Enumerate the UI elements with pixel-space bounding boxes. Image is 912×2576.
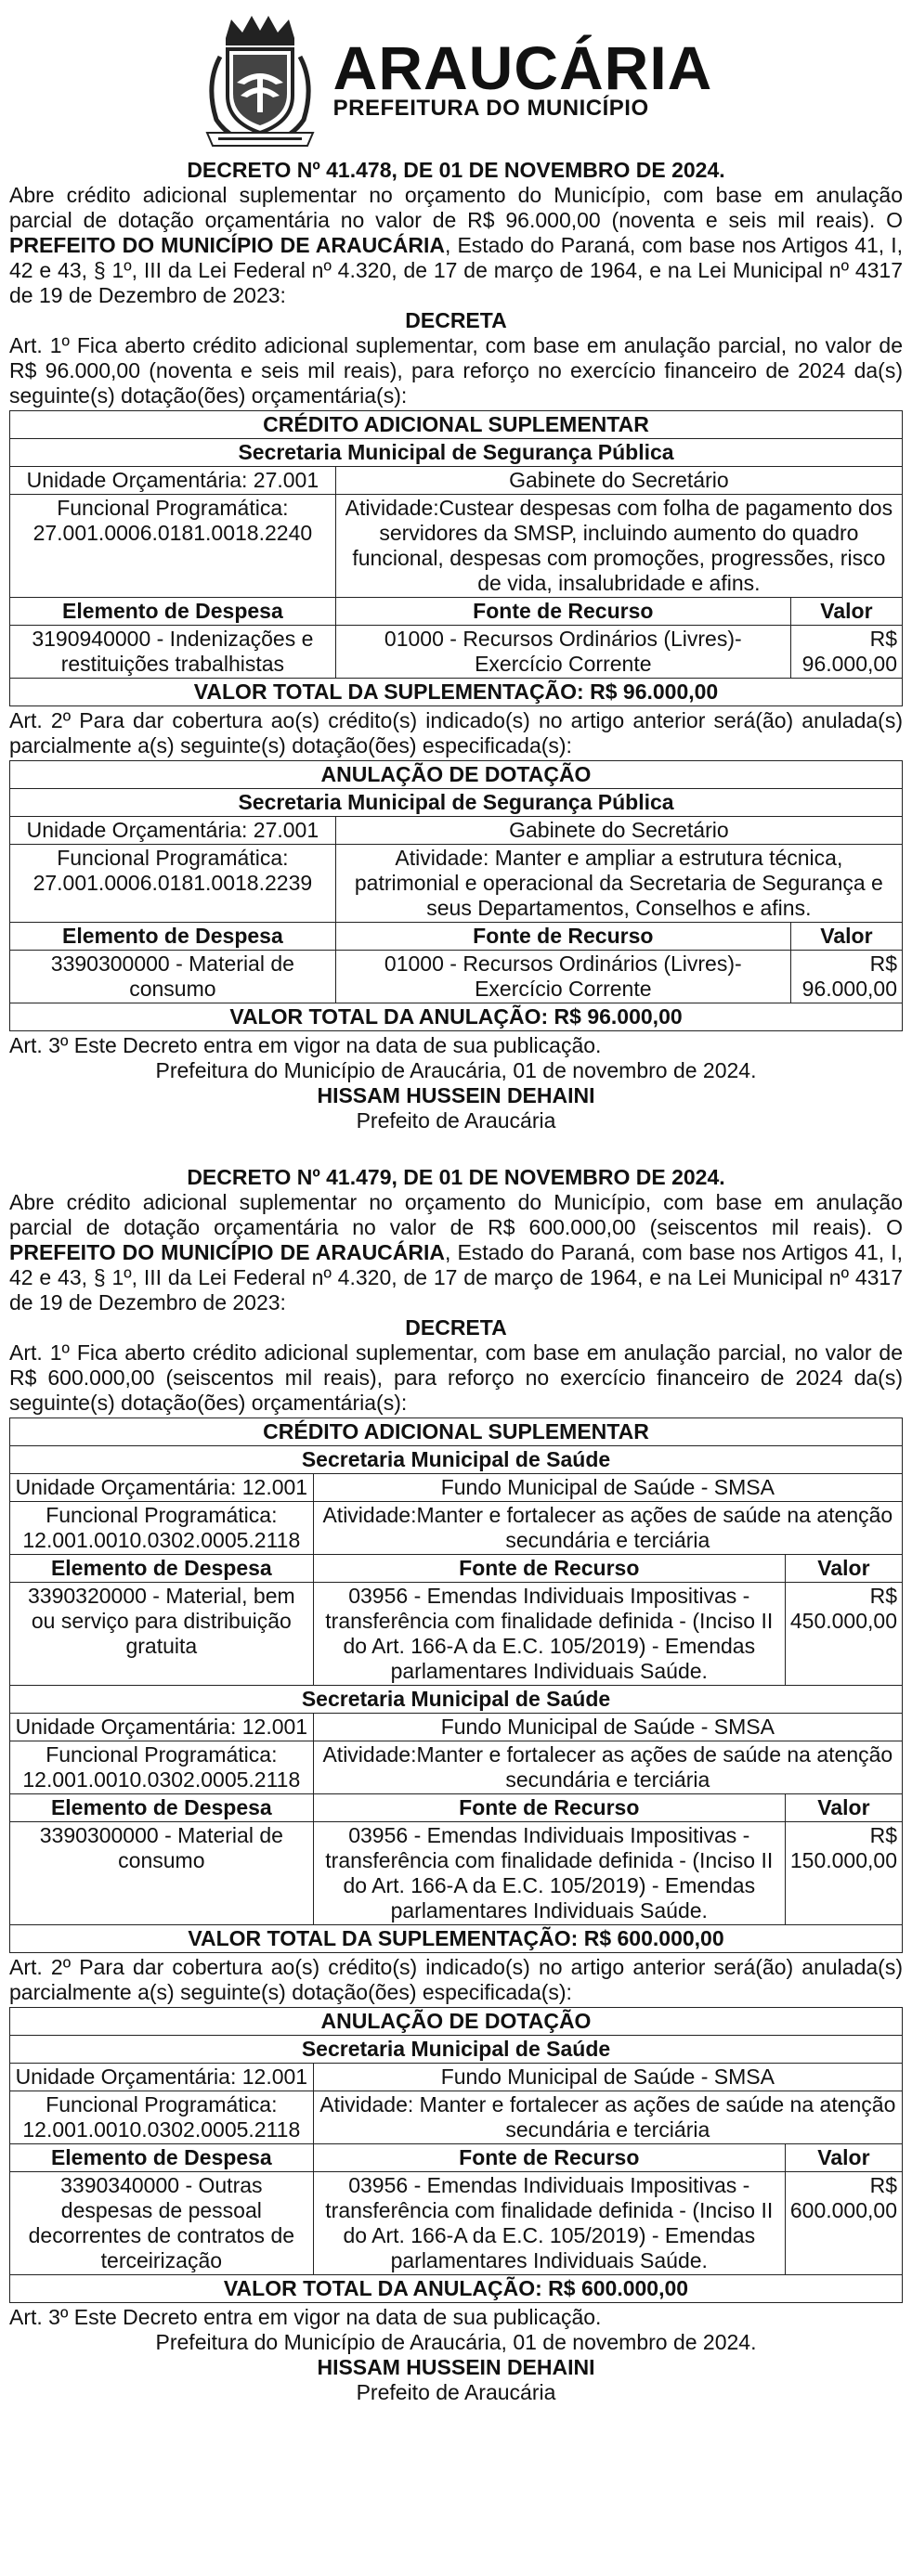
decree-41478: [9, 158, 903, 1133]
annulment-table: [9, 2007, 903, 2303]
municipal-crest-icon: [200, 10, 320, 149]
brand-name: ARAUCÁRIA: [332, 33, 713, 102]
header-fonte: Fonte de Recurso: [313, 2144, 785, 2172]
header-valor: Valor: [785, 2144, 902, 2172]
total-row: VALOR TOTAL DA SUPLEMENTAÇÃO: R$ 600.000,00: [10, 1925, 903, 1953]
header-elemento: Elemento de Despesa: [10, 923, 336, 951]
brand-block: [332, 33, 713, 121]
unidade-desc-cell: Fundo Municipal de Saúde - SMSA: [313, 1714, 902, 1741]
header-valor: Valor: [790, 923, 902, 951]
unidade-desc-cell: Gabinete do Secretário: [335, 817, 902, 845]
fonte-cell: 03956 - Emendas Individuais Impositivas - transferência com finalidade definida - (Inciso II do Art. 166-A da E.C. 105/2019) - Emendas parlamentares Individuais Saúde.: [313, 2172, 785, 2275]
funcional-cell: Funcional Programática: 12.001.0010.0302.0005.2118: [10, 1502, 314, 1555]
funcional-cell: Funcional Programática: 12.001.0010.0302.0005.2118: [10, 2091, 314, 2144]
funcional-cell: Funcional Programática: 12.001.0010.0302.0005.2118: [10, 1741, 314, 1794]
decree-title: DECRETO Nº 41.478, DE 01 DE NOVEMBRO DE 2024.: [187, 158, 725, 182]
decree-41479: [9, 1165, 903, 2405]
table-title: ANULAÇÃO DE DOTAÇÃO: [10, 2008, 903, 2036]
place-date: Prefeitura do Município de Araucária, 01 de novembro de 2024.: [155, 1058, 757, 1082]
secretaria-row: Secretaria Municipal de Saúde: [10, 2036, 903, 2064]
signer-name: HISSAM HUSSEIN DEHAINI: [317, 1083, 595, 1107]
intro-text-end: , Estado do Paraná, com base nos Artigos 41, I, 42 e 43, § 1º, III da Lei Federal nº 4.320, de 17 de março de 1964, e na Lei Municipal nº 4317 de 19 de Dezembro de 2023:: [9, 1240, 903, 1314]
decreta-heading: DECRETA: [405, 1315, 507, 1340]
document-page: [9, 0, 903, 2405]
article-3: Art. 3º Este Decreto entra em vigor na data de sua publicação.: [9, 2305, 602, 2329]
valor-cell: R$ 96.000,00: [790, 951, 902, 1003]
decree-intro: [9, 183, 903, 308]
fonte-cell: 01000 - Recursos Ordinários (Livres)- Exercício Corrente: [335, 626, 790, 679]
article-3: Art. 3º Este Decreto entra em vigor na data de sua publicação.: [9, 1033, 602, 1057]
header-elemento: Elemento de Despesa: [10, 2144, 314, 2172]
article-2: Art. 2º Para dar cobertura ao(s) crédito(s) indicado(s) no artigo anterior será(ão) anulada(s) parcialmente a(s) seguinte(s) dotação(ões) especificada(s):: [9, 708, 903, 757]
secretaria-row: Secretaria Municipal de Segurança Pública: [10, 789, 903, 817]
decree-intro: [9, 1190, 903, 1315]
table-title: ANULAÇÃO DE DOTAÇÃO: [10, 761, 903, 789]
header-fonte: Fonte de Recurso: [335, 598, 790, 626]
valor-cell: R$ 600.000,00: [785, 2172, 902, 2275]
atividade-cell: Atividade: Manter e ampliar a estrutura técnica, patrimonial e operacional da Secretaria de Segurança e seus Departamentos, Conselhos e afins.: [335, 845, 902, 923]
credit-table: [9, 1417, 903, 1953]
header-valor: Valor: [785, 1555, 902, 1583]
total-row: VALOR TOTAL DA ANULAÇÃO: R$ 96.000,00: [10, 1003, 903, 1031]
elemento-cell: 3190940000 - Indenizações e restituições trabalhistas: [10, 626, 336, 679]
decreta-heading: DECRETA: [405, 308, 507, 332]
elemento-cell: 3390320000 - Material, bem ou serviço para distribuição gratuita: [10, 1583, 314, 1686]
total-row: VALOR TOTAL DA ANULAÇÃO: R$ 600.000,00: [10, 2275, 903, 2303]
intro-text: Abre crédito adicional suplementar no orçamento do Município, com base em anulação parcial de dotação orçamentária no valor de R$ 96.000,00 (noventa e seis mil reais). O: [9, 183, 903, 232]
total-row: VALOR TOTAL DA SUPLEMENTAÇÃO: R$ 96.000,00: [10, 679, 903, 706]
signer-role: Prefeito de Araucária: [356, 2380, 556, 2404]
intro-authority: PREFEITO DO MUNICÍPIO DE ARAUCÁRIA: [9, 1240, 446, 1264]
unidade-desc-cell: Fundo Municipal de Saúde - SMSA: [313, 2064, 902, 2091]
valor-cell: R$ 96.000,00: [790, 626, 902, 679]
fonte-cell: 03956 - Emendas Individuais Impositivas - transferência com finalidade definida - (Inciso II do Art. 166-A da E.C. 105/2019) - Emendas parlamentares Individuais Saúde.: [313, 1583, 785, 1686]
atividade-cell: Atividade: Manter e fortalecer as ações de saúde na atenção secundária e terciária: [313, 2091, 902, 2144]
fonte-cell: 01000 - Recursos Ordinários (Livres)- Exercício Corrente: [335, 951, 790, 1003]
header-elemento: Elemento de Despesa: [10, 1555, 314, 1583]
intro-authority: PREFEITO DO MUNICÍPIO DE ARAUCÁRIA: [9, 233, 446, 257]
elemento-cell: 3390300000 - Material de consumo: [10, 951, 336, 1003]
table-title: CRÉDITO ADICIONAL SUPLEMENTAR: [10, 1418, 903, 1446]
unidade-desc-cell: Fundo Municipal de Saúde - SMSA: [313, 1474, 902, 1502]
decree-title: DECRETO Nº 41.479, DE 01 DE NOVEMBRO DE 2024.: [187, 1165, 725, 1189]
secretaria-row: Secretaria Municipal de Saúde: [10, 1446, 903, 1474]
header-fonte: Fonte de Recurso: [313, 1555, 785, 1583]
funcional-cell: Funcional Programática: 27.001.0006.0181.0018.2240: [10, 495, 336, 598]
valor-cell: R$ 150.000,00: [785, 1822, 902, 1925]
elemento-cell: 3390340000 - Outras despesas de pessoal decorrentes de contratos de terceirização: [10, 2172, 314, 2275]
elemento-cell: 3390300000 - Material de consumo: [10, 1822, 314, 1925]
unidade-cell: Unidade Orçamentária: 12.001: [10, 1474, 314, 1502]
article-1: Art. 1º Fica aberto crédito adicional suplementar, com base em anulação parcial, no valor de R$ 96.000,00 (noventa e seis mil reais), para reforço no exercício financeiro de 2024 da(s) seguinte(s) dotação(ões) orçamentária(s):: [9, 333, 903, 408]
intro-text: Abre crédito adicional suplementar no orçamento do Município, com base em anulação parcial de dotação orçamentária no valor de R$ 600.000,00 (seiscentos mil reais). O: [9, 1190, 903, 1239]
table-title: CRÉDITO ADICIONAL SUPLEMENTAR: [10, 411, 903, 439]
funcional-cell: Funcional Programática: 27.001.0006.0181.0018.2239: [10, 845, 336, 923]
atividade-cell: Atividade:Manter e fortalecer as ações de saúde na atenção secundária e terciária: [313, 1502, 902, 1555]
atividade-cell: Atividade:Manter e fortalecer as ações de saúde na atenção secundária e terciária: [313, 1741, 902, 1794]
place-date: Prefeitura do Município de Araucária, 01 de novembro de 2024.: [155, 2330, 757, 2354]
atividade-cell: Atividade:Custear despesas com folha de pagamento dos servidores da SMSP, incluindo aumento do quadro funcional, despesas com promoções, progressões, risco de vida, insalubridade e afins.: [335, 495, 902, 598]
masthead: [9, 6, 903, 154]
header-fonte: Fonte de Recurso: [313, 1794, 785, 1822]
credit-table: [9, 410, 903, 706]
secretaria-row: Secretaria Municipal de Segurança Pública: [10, 439, 903, 467]
intro-text-end: , Estado do Paraná, com base nos Artigos 41, I, 42 e 43, § 1º, III da Lei Federal nº 4.320, de 17 de março de 1964, e na Lei Municipal nº 4317 de 19 de Dezembro de 2023:: [9, 233, 903, 307]
header-elemento: Elemento de Despesa: [10, 598, 336, 626]
annulment-table: [9, 760, 903, 1031]
unidade-desc-cell: Gabinete do Secretário: [335, 467, 902, 495]
header-fonte: Fonte de Recurso: [335, 923, 790, 951]
header-valor: Valor: [790, 598, 902, 626]
unidade-cell: Unidade Orçamentária: 12.001: [10, 1714, 314, 1741]
secretaria-row: Secretaria Municipal de Saúde: [10, 1686, 903, 1714]
header-elemento: Elemento de Despesa: [10, 1794, 314, 1822]
signer-name: HISSAM HUSSEIN DEHAINI: [317, 2355, 595, 2379]
article-1: Art. 1º Fica aberto crédito adicional suplementar, com base em anulação parcial, no valor de R$ 600.000,00 (seiscentos mil reais), para reforço no exercício financeiro de 2024 da(s) seguinte(s) dotação(ões) orçamentária(s):: [9, 1340, 903, 1415]
brand-subtitle: PREFEITURA DO MUNICÍPIO: [332, 96, 649, 121]
header-valor: Valor: [785, 1794, 902, 1822]
signer-role: Prefeito de Araucária: [356, 1108, 556, 1133]
unidade-cell: Unidade Orçamentária: 12.001: [10, 2064, 314, 2091]
article-2: Art. 2º Para dar cobertura ao(s) crédito(s) indicado(s) no artigo anterior será(ão) anulada(s) parcialmente a(s) seguinte(s) dotação(ões) especificada(s):: [9, 1955, 903, 2004]
fonte-cell: 03956 - Emendas Individuais Impositivas - transferência com finalidade definida - (Inciso II do Art. 166-A da E.C. 105/2019) - Emendas parlamentares Individuais Saúde.: [313, 1822, 785, 1925]
unidade-cell: Unidade Orçamentária: 27.001: [10, 467, 336, 495]
unidade-cell: Unidade Orçamentária: 27.001: [10, 817, 336, 845]
valor-cell: R$ 450.000,00: [785, 1583, 902, 1686]
